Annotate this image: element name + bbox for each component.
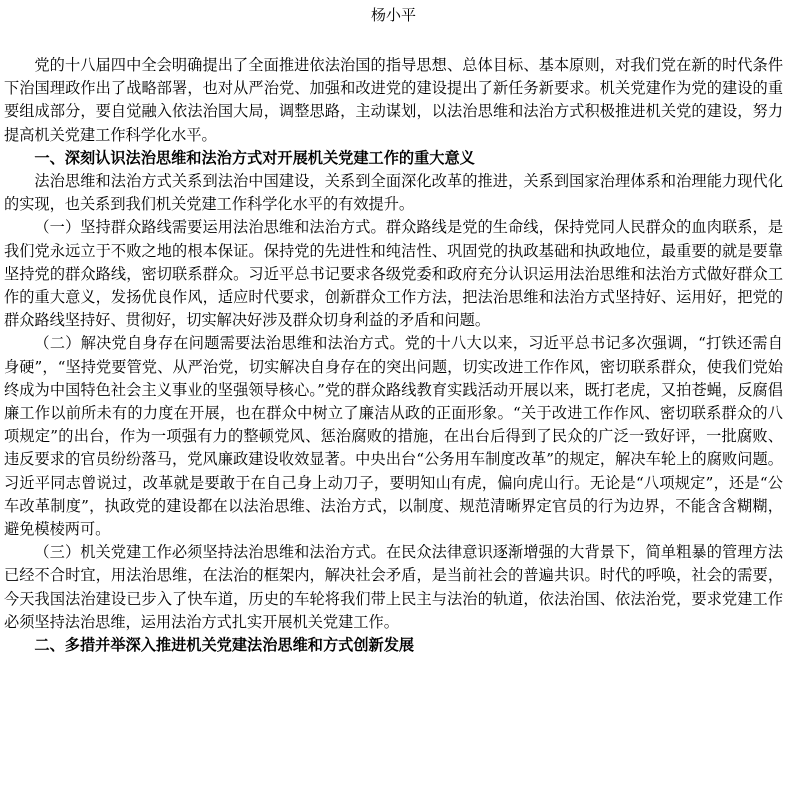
subsection-1-paragraph: （一）坚持群众路线需要运用法治思维和法治方式。群众路线是党的生命线，保持党同人民群众的血肉联系，是我们党永远立于不败之地的根本保证。保持党的先进性和纯洁性、巩固党的执政基础和执政地位，最重要的就是要靠坚持党的群众路线，密切联系群众。习近平总书记要求各级党委和政府充分认识运用法治思维和法治方式做好群众工作的重大意义，发扬优良作风，适应时代要求，创新群众工作方法，把法治思维和法治方式坚持好、运用好，把党的群众路线坚持好、贯彻好，切实解决好涉及群众切身利益的矛盾和问题。 — [4, 218, 783, 330]
intro-paragraph: 党的十八届四中全会明确提出了全面推进依法治国的指导思想、总体目标、基本原则，对我们党在新的时代条件下治国理政作出了战略部署，也对从严治党、加强和改进党的建设提出了新任务新要求。机关党建作为党的建设的重要组成部分，要自觉融入依法治国大局，调整思路，主动谋划，以法治思维和法治方式积极推进机关党的建设，努力提高机关党建工作科学化水平。 — [4, 56, 783, 144]
subsection-2-paragraph: （二）解决党自身存在问题需要法治思维和法治方式。党的十八大以来，习近平总书记多次强调，“打铁还需自身硬”，“坚持党要管党、从严治党，切实解决自身存在的突出问题，切实改进工作作风，密切联系群众，使我们党始终成为中国特色社会主义事业的坚强领导核心。”党的群众路线教育实践活动开展以来，既打老虎，又拍苍蝇，反腐倡廉工作以前所未有的力度在开展，也在群众中树立了廉洁从政的正面形象。“关于改进工作作风、密切联系群众的八项规定”的出台，作为一项强有力的整顿党风、惩治腐败的措施，在出台后得到了民众的广泛一致好评，一批腐败、违反要求的官员纷纷落马，党风廉政建设收效显著。中央出台“公务用车制度改革”的规定，解决车轮上的腐败问题。习近平同志曾说过，改革就是要敢于在自己身上动刀子，要明知山有虎，偏向虎山行。无论是“八项规定”，还是“公车改革制度”，执政党的建设都在以法治思维、法治方式，以制度、规范清晰界定官员的行为边界，不能含含糊糊，避免模棱两可。 — [4, 334, 783, 539]
section-heading-1: 一、深刻认识法治思维和法治方式对开展机关党建工作的重大意义 — [34, 148, 475, 167]
section-1-intro-paragraph: 法治思维和法治方式关系到法治中国建设，关系到全面深化改革的推进，关系到国家治理体系和治理能力现代化的实现，也关系到我们机关党建工作科学化水平的有效提升。 — [4, 172, 783, 214]
subsection-3-paragraph: （三）机关党建工作必须坚持法治思维和法治方式。在民众法律意识逐渐增强的大背景下，简单粗暴的管理方法已经不合时宜，用法治思维，在法治的框架内，解决社会矛盾，是当前社会的普遍共识。时代的呼唤，社会的需要，今天我国法治建设已步入了快车道，历史的车轮将我们带上民主与法治的轨道，依法治国、依法治党，要求党建工作必须坚持法治思维，运用法治方式扎实开展机关党建工作。 — [4, 543, 783, 631]
section-heading-2: 二、多措并举深入推进机关党建法治思维和方式创新发展 — [34, 636, 415, 655]
author-name: 杨小平 — [370, 6, 416, 24]
